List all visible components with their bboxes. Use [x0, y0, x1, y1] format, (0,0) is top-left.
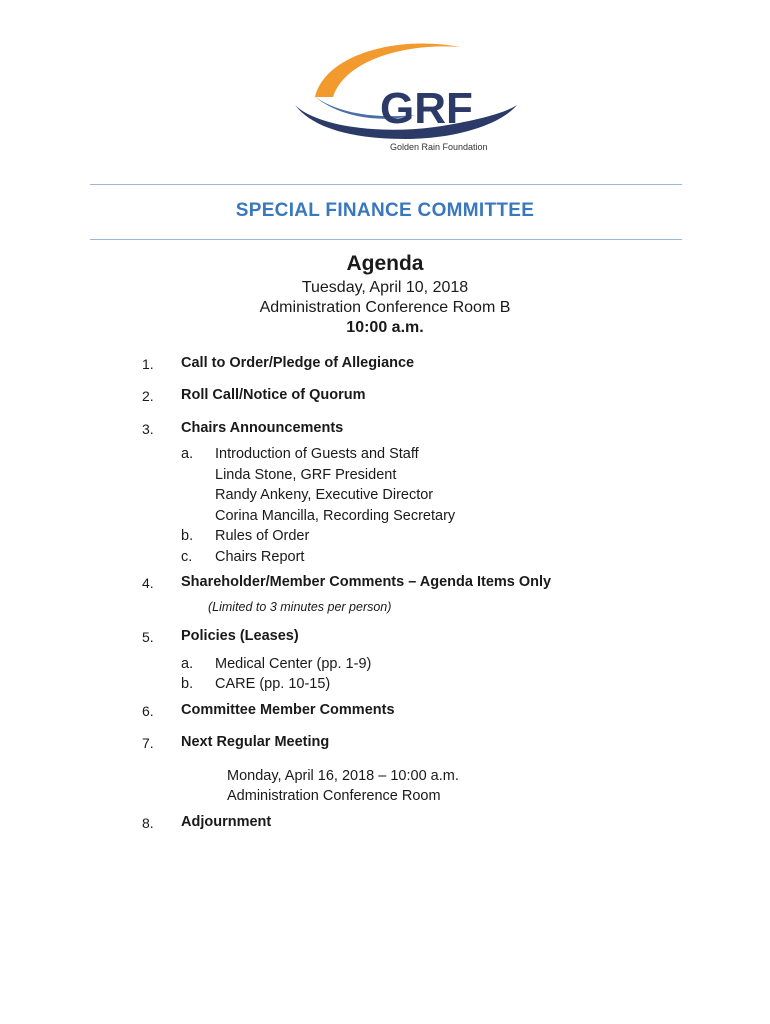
meeting-line: Administration Conference Room [227, 788, 441, 804]
agenda-title: Agenda [346, 252, 424, 275]
item-number: 5. [142, 629, 154, 645]
sub-item-text: CARE (pp. 10-15) [215, 676, 331, 692]
item-number: 1. [142, 356, 154, 372]
sub-item-letter: a. [181, 656, 194, 672]
meeting-line: Monday, April 16, 2018 – 10:00 a.m. [227, 768, 459, 784]
committee-title: SPECIAL FINANCE COMMITTEE [235, 200, 535, 221]
item-number: 7. [142, 735, 154, 751]
sub-item-text: Corina Mancilla, Recording Secretary [215, 508, 456, 524]
date-line: Tuesday, April 10, 2018 [301, 279, 469, 296]
logo-text: GRF [380, 84, 473, 133]
item-number: 6. [142, 703, 154, 719]
item-note: (Limited to 3 minutes per person) [208, 600, 392, 614]
item-number: 8. [142, 815, 154, 831]
time-line: 10:00 a.m. [346, 319, 424, 336]
sub-item-letter: b. [181, 528, 194, 544]
location-line: Administration Conference Room B [259, 299, 511, 316]
item-title: Policies (Leases) [181, 628, 299, 644]
item-number: 2. [142, 388, 154, 404]
item-title: Committee Member Comments [181, 702, 395, 718]
sub-item-text: Randy Ankeny, Executive Director [215, 487, 434, 503]
top-divider [90, 184, 682, 185]
sub-item-text: Rules of Order [215, 528, 310, 544]
item-title: Adjournment [181, 814, 272, 830]
item-title: Chairs Announcements [181, 420, 344, 436]
sub-item-letter: c. [181, 549, 193, 565]
sub-item-text: Medical Center (pp. 1-9) [215, 656, 372, 672]
item-title: Call to Order/Pledge of Allegiance [181, 355, 415, 371]
sub-item-text: Linda Stone, GRF President [215, 467, 397, 483]
item-title: Roll Call/Notice of Quorum [181, 387, 366, 403]
sub-item-text: Introduction of Guests and Staff [215, 446, 419, 462]
item-title: Shareholder/Member Comments – Agenda Items Only [181, 574, 552, 590]
sub-item-letter: a. [181, 446, 194, 462]
item-title: Next Regular Meeting [181, 734, 330, 750]
sub-item-text: Chairs Report [215, 549, 305, 565]
logo-subtitle: Golden Rain Foundation [390, 142, 488, 152]
bottom-divider [90, 239, 682, 240]
sub-item-letter: b. [181, 676, 194, 692]
item-number: 4. [142, 575, 154, 591]
item-number: 3. [142, 421, 154, 437]
